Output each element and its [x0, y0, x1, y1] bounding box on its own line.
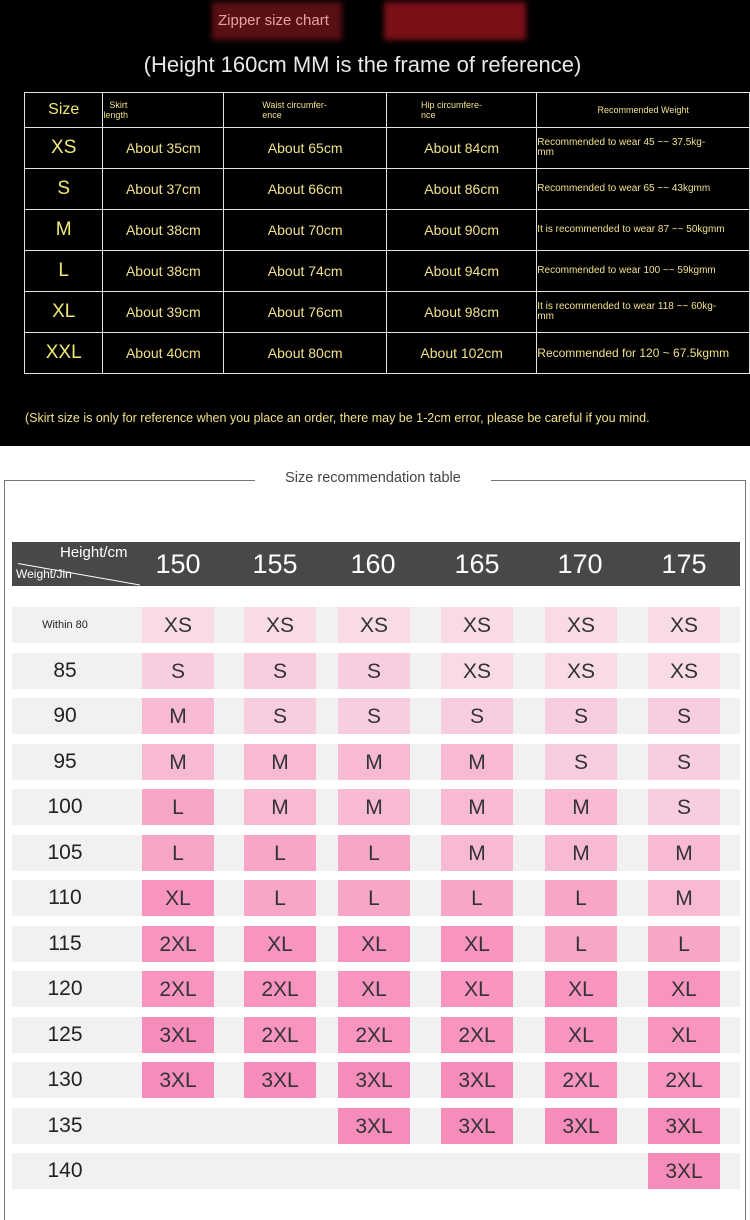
rec-line1: Recommended to wear 100 ~~ 59kgmm	[537, 265, 716, 276]
waist-value: About 74cm	[224, 251, 387, 292]
weight-label: 90	[53, 704, 77, 727]
corner-weight-label: Weight/Jin	[16, 567, 72, 581]
height-col: 165	[454, 549, 500, 579]
size-cell: XL	[545, 971, 617, 1007]
size-cell: L	[142, 789, 214, 825]
rec-line1: It is recommended to wear 118 ~~ 60kg-	[537, 301, 717, 312]
rec-line2: mm	[537, 311, 554, 322]
size-cell: XS	[244, 607, 316, 643]
size-cell: M	[648, 880, 720, 916]
size-cell: L	[338, 835, 410, 871]
weight-label: 95	[53, 749, 77, 773]
size-cell: XL	[338, 926, 410, 962]
rec-line1: It is recommended to wear 87 ~~ 50kgmm	[537, 224, 725, 235]
size-cell: 3XL	[441, 1108, 513, 1144]
size-cell: M	[441, 835, 513, 871]
recommendation-row	[12, 880, 740, 916]
header-skirt-line1: Skirt	[109, 100, 128, 110]
size-cell: S	[648, 698, 720, 734]
header-recommended-weight: Recommended Weight	[537, 93, 750, 128]
waist-value: About 70cm	[224, 210, 387, 251]
size-cell: 2XL	[338, 1017, 410, 1053]
size-cell: XL	[338, 971, 410, 1007]
recommended-weight	[537, 210, 750, 251]
size-cell: L	[545, 880, 617, 916]
size-row	[25, 128, 750, 169]
size-cell: M	[142, 744, 214, 780]
weight-label: 140	[47, 1159, 83, 1182]
recommended-weight	[537, 292, 750, 333]
size-label: S	[25, 169, 103, 210]
waist-value: About 66cm	[224, 169, 387, 210]
banner-decoration-2	[384, 2, 526, 40]
size-cell: L	[142, 835, 214, 871]
size-cell: XS	[142, 607, 214, 643]
size-cell: M	[338, 789, 410, 825]
waist-value: About 80cm	[224, 333, 387, 374]
rec-line1: Recommended for 120 ~ 67.5kgmm	[537, 346, 730, 360]
size-cell: S	[545, 744, 617, 780]
size-cell: XS	[648, 607, 720, 643]
recommendation-row	[12, 1062, 740, 1098]
size-cell: 3XL	[142, 1017, 214, 1053]
weight-label: 110	[48, 886, 82, 909]
skirt-value: About 35cm	[103, 128, 224, 169]
size-label: M	[25, 210, 103, 251]
size-cell: 2XL	[545, 1062, 617, 1098]
chart-subtitle: (Height 160cm MM is the frame of reference)	[143, 52, 582, 77]
size-cell: M	[441, 789, 513, 825]
size-cell: L	[338, 880, 410, 916]
size-table	[24, 92, 750, 374]
size-cell: XL	[545, 1017, 617, 1053]
size-cell: M	[338, 744, 410, 780]
weight-label: 120	[47, 977, 83, 1000]
recommendation-row	[12, 1153, 740, 1189]
size-cell: L	[648, 926, 720, 962]
size-cell: M	[441, 744, 513, 780]
size-cell: M	[142, 698, 214, 734]
height-col: 155	[252, 549, 298, 579]
header-size: Size	[25, 93, 103, 128]
size-cell: XS	[441, 607, 513, 643]
header-skirt-line2: length	[103, 110, 128, 120]
size-row	[25, 169, 750, 210]
rec-line2: mm	[537, 147, 554, 158]
size-cell: 3XL	[545, 1108, 617, 1144]
header-waist-line1: Waist circumfer-	[262, 100, 327, 110]
size-cell: L	[244, 835, 316, 871]
size-cell: 2XL	[244, 1017, 316, 1053]
size-cell: L	[441, 880, 513, 916]
skirt-value: About 39cm	[103, 292, 224, 333]
size-cell: 2XL	[142, 926, 214, 962]
recommendation-row	[12, 744, 740, 780]
recommendation-row	[12, 653, 740, 689]
header-waist-line2: ence	[262, 110, 282, 120]
height-col: 170	[557, 549, 603, 579]
recommendation-row	[12, 1017, 740, 1053]
header-hip-line2: nce	[421, 110, 436, 120]
size-cell: L	[244, 880, 316, 916]
recommended-weight	[537, 128, 750, 169]
waist-value: About 76cm	[224, 292, 387, 333]
size-cell: XS	[545, 607, 617, 643]
size-chart-section	[0, 0, 750, 446]
size-cell: S	[338, 653, 410, 689]
size-row	[25, 210, 750, 251]
size-cell: XS	[441, 653, 513, 689]
size-cell: M	[244, 744, 316, 780]
size-cell: 3XL	[648, 1153, 720, 1189]
corner-cell	[12, 542, 142, 586]
recommendation-row	[12, 698, 740, 734]
recommended-weight	[537, 251, 750, 292]
skirt-value: About 38cm	[103, 210, 224, 251]
size-row	[25, 251, 750, 292]
size-label: XL	[25, 292, 103, 333]
corner-height-label: Height/cm	[60, 544, 128, 561]
weight-label: 85	[53, 658, 77, 682]
size-cell: XL	[142, 880, 214, 916]
recommendation-row	[12, 926, 740, 962]
size-cell: 3XL	[244, 1062, 316, 1098]
recommendation-title: Size recommendation table	[255, 470, 491, 486]
hip-value: About 86cm	[387, 169, 537, 210]
size-cell: S	[441, 698, 513, 734]
waist-value: About 65cm	[224, 128, 387, 169]
size-table-header	[25, 93, 750, 128]
recommendation-row	[12, 607, 740, 643]
recommendation-row	[12, 835, 740, 871]
size-cell: S	[244, 653, 316, 689]
size-cell: XS	[338, 607, 410, 643]
hip-value: About 102cm	[387, 333, 537, 374]
size-cell: 2XL	[244, 971, 316, 1007]
size-cell: 3XL	[648, 1108, 720, 1144]
header-waist	[224, 93, 387, 128]
rec-line1: Recommended to wear 65 ~~ 43kgmm	[537, 183, 711, 194]
size-cell: 3XL	[338, 1062, 410, 1098]
size-cell: S	[545, 698, 617, 734]
weight-label: 135	[47, 1113, 83, 1137]
weight-label: Within 80	[42, 619, 88, 631]
weight-label: 115	[48, 931, 82, 955]
size-cell: M	[545, 835, 617, 871]
size-cell: XS	[545, 653, 617, 689]
size-cell: S	[648, 789, 720, 825]
hip-value: About 94cm	[387, 251, 537, 292]
header-skirt-length	[103, 93, 224, 128]
size-cell: 2XL	[142, 971, 214, 1007]
hip-value: About 84cm	[387, 128, 537, 169]
size-label: XXL	[25, 333, 103, 374]
hip-value: About 98cm	[387, 292, 537, 333]
size-cell: L	[545, 926, 617, 962]
header-hip	[387, 93, 537, 128]
recommendation-row	[12, 789, 740, 825]
size-label: L	[25, 251, 103, 292]
recommendation-row	[12, 971, 740, 1007]
height-col: 160	[350, 549, 396, 579]
size-cell: 2XL	[648, 1062, 720, 1098]
weight-label: 105	[47, 840, 83, 864]
weight-label: 125	[47, 1022, 83, 1046]
height-col: 175	[661, 549, 707, 579]
size-cell: XL	[441, 926, 513, 962]
recommended-weight	[537, 333, 750, 374]
weight-label: 130	[47, 1068, 83, 1091]
skirt-value: About 37cm	[103, 169, 224, 210]
size-cell: XS	[648, 653, 720, 689]
hip-value: About 90cm	[387, 210, 537, 251]
height-col: 150	[155, 549, 201, 579]
size-cell: S	[244, 698, 316, 734]
size-cell: XL	[648, 971, 720, 1007]
size-row	[25, 292, 750, 333]
size-cell: S	[142, 653, 214, 689]
size-note: (Skirt size is only for reference when you place an order, there may be 1-2cm error, please be careful if you mind.	[25, 411, 650, 425]
weight-label: 100	[47, 795, 83, 818]
header-hip-line1: Hip circumfere-	[421, 100, 483, 110]
size-row	[25, 333, 750, 374]
size-cell: S	[338, 698, 410, 734]
skirt-value: About 38cm	[103, 251, 224, 292]
chart-title: Zipper size chart	[218, 12, 329, 29]
skirt-value: About 40cm	[103, 333, 224, 374]
size-cell: M	[545, 789, 617, 825]
size-cell: XL	[244, 926, 316, 962]
size-cell: XL	[441, 971, 513, 1007]
size-cell: M	[244, 789, 316, 825]
rec-line1: Recommended to wear 45 ~~ 37.5kg-	[537, 137, 706, 148]
size-cell: XL	[648, 1017, 720, 1053]
recommendation-row	[12, 1108, 740, 1144]
size-cell: 3XL	[142, 1062, 214, 1098]
size-cell: 2XL	[441, 1017, 513, 1053]
size-cell: 3XL	[338, 1108, 410, 1144]
size-cell: M	[648, 835, 720, 871]
recommended-weight	[537, 169, 750, 210]
height-header-bar	[12, 542, 740, 586]
size-label: XS	[25, 128, 103, 169]
size-cell: 3XL	[441, 1062, 513, 1098]
size-cell: S	[648, 744, 720, 780]
